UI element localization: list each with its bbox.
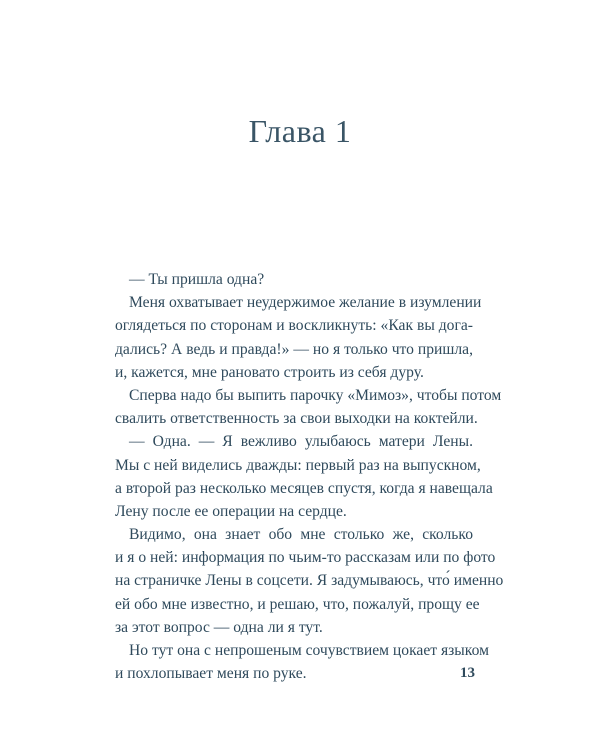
text-line: оглядеться по сторонам и воскликнуть: «Как вы дога- — [115, 317, 473, 335]
body-text — [115, 268, 504, 685]
text-line: за этот вопрос — одна ли я тут. — [115, 618, 323, 636]
chapter-title: Глава 1 — [248, 113, 352, 149]
text-line: — Одна. — Я вежливо улыбаюсь матери Лены. — [129, 433, 473, 451]
text-line: свалить ответственность за свои выходки на коктейли. — [115, 410, 478, 428]
text-line: Но тут она с непрошеным сочувствием цокает языком — [129, 642, 489, 659]
text-line: Меня охватывает неудержимое желание в изумлении — [129, 294, 482, 312]
text-line: на страничке Лены в соцсети. Я задумываюсь, что́ именно — [115, 572, 504, 590]
text-line: Видимо, она знает обо мне столько же, сколько — [129, 526, 473, 544]
text-line: и, кажется, мне рановато строить из себя дуру. — [115, 363, 424, 381]
text-line: ей обо мне известно, и решаю, что, пожалуй, прощу ее — [115, 595, 480, 613]
text-line: и похлопывает меня по руке. — [115, 665, 307, 683]
text-line: дались? А ведь и правда!» — но я только что пришла, — [115, 340, 473, 358]
text-line: Лену после ее операции на сердце. — [115, 502, 347, 520]
text-line: и я о ней: информация по чьим-то рассказам или по фото — [115, 549, 496, 567]
text-line: Сперва надо бы выпить парочку «Мимоз», чтобы потом — [129, 386, 502, 404]
text-line: а второй раз несколько месяцев спустя, когда я навещала — [115, 479, 493, 497]
text-line: — Ты пришла одна? — [129, 271, 265, 288]
text-line: Мы с ней виделись дважды: первый раз на выпускном, — [115, 456, 481, 474]
page-number: 13 — [460, 665, 475, 681]
